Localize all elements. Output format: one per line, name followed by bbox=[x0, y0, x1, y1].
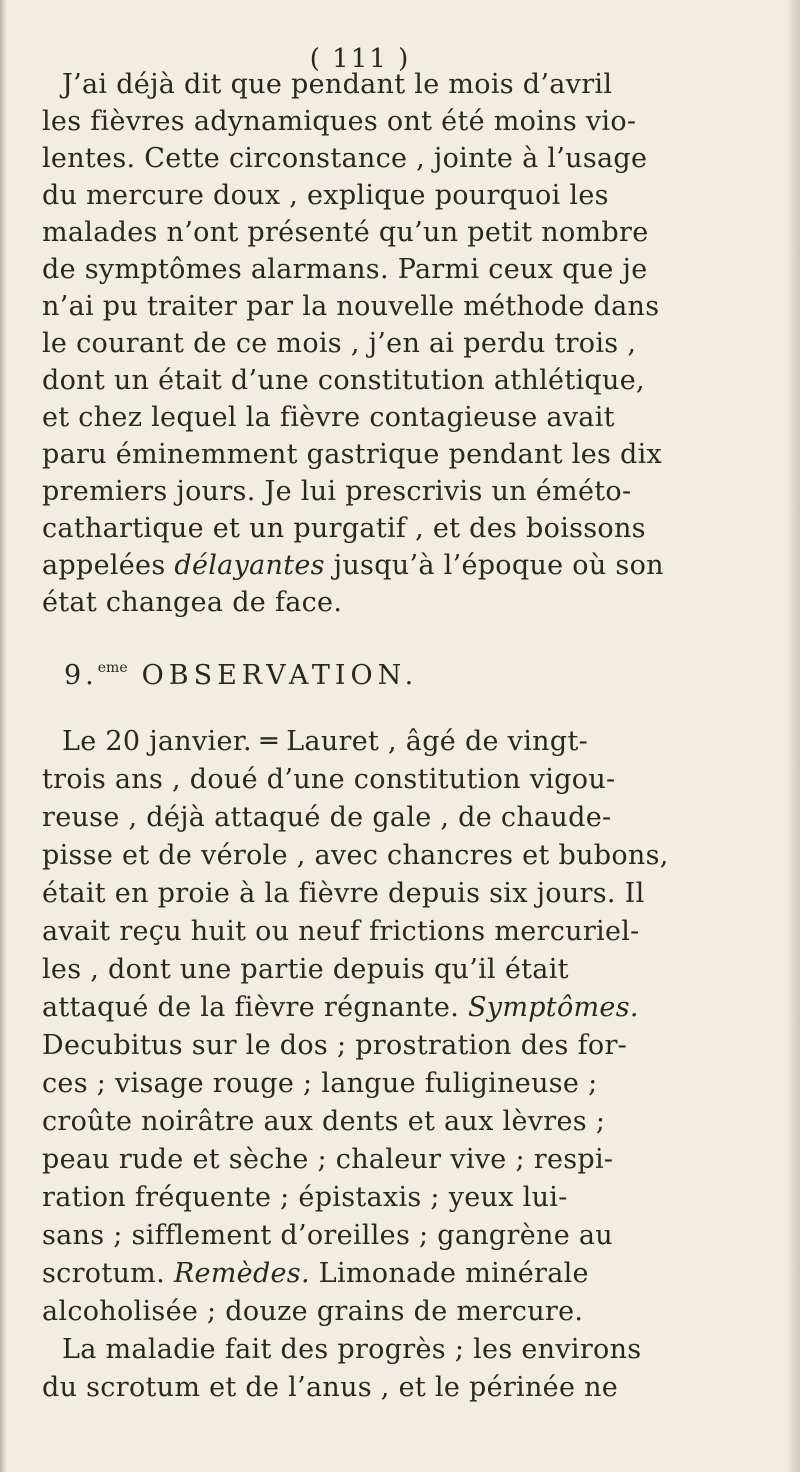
text-line: du mercure doux , explique pourquoi les bbox=[42, 180, 609, 211]
text-line: état changea de face. bbox=[42, 587, 343, 618]
text-line: ces ; visage rouge ; langue fuligineuse ; bbox=[42, 1068, 598, 1099]
text-line: et chez lequel la fièvre contagieuse avait bbox=[42, 402, 615, 433]
text-span: scrotum. bbox=[42, 1258, 174, 1289]
text-line bbox=[42, 1260, 589, 1287]
text-line: les , dont une partie depuis qu’il était bbox=[42, 954, 569, 985]
text-line bbox=[42, 994, 639, 1021]
italic-term: Remèdes. bbox=[173, 1258, 310, 1289]
text-span: attaqué de la fièvre régnante. bbox=[42, 992, 468, 1023]
text-line: Le 20 janvier. ═ Lauret , âgé de vingt- bbox=[62, 726, 589, 757]
text-line: avait reçu huit ou neuf frictions mercuriel- bbox=[42, 916, 640, 947]
italic-term: Symptômes. bbox=[467, 992, 639, 1023]
text-line: trois ans , doué d’une constitution vigou- bbox=[42, 764, 616, 795]
text-line: de symptômes alarmans. Parmi ceux que je bbox=[42, 254, 648, 285]
text-line: le courant de ce mois , j’en ai perdu trois , bbox=[42, 328, 637, 359]
observation-title: OBSERVATION. bbox=[141, 660, 419, 691]
text-line: cathartique et un purgatif , et des boissons bbox=[42, 513, 646, 544]
text-span: appelées bbox=[42, 550, 175, 581]
text-span: Limonade minérale bbox=[309, 1258, 589, 1289]
text-line: croûte noirâtre aux dents et aux lèvres ; bbox=[42, 1106, 606, 1137]
text-line bbox=[42, 552, 664, 579]
text-line: J’ai déjà dit que pendant le mois d’avril bbox=[62, 69, 613, 100]
italic-term: délayantes bbox=[174, 550, 325, 581]
text-line: peau rude et sèche ; chaleur vive ; respi- bbox=[42, 1144, 614, 1175]
text-line: sans ; sifflement d’oreilles ; gangrène au bbox=[42, 1220, 613, 1251]
text-line: premiers jours. Je lui prescrivis un éméto- bbox=[42, 476, 632, 507]
observation-number: 9. bbox=[64, 660, 98, 691]
observation-ordinal-suffix: eme bbox=[97, 660, 128, 676]
text-line: ration fréquente ; épistaxis ; yeux lui- bbox=[42, 1182, 568, 1213]
text-line: lentes. Cette circonstance , jointe à l’usage bbox=[42, 143, 648, 174]
text-line: malades n’ont présenté qu’un petit nombre bbox=[42, 217, 649, 248]
observation-heading bbox=[64, 660, 418, 691]
text-line: dont un était d’une constitution athlétique, bbox=[42, 365, 645, 396]
text-line: reuse , déjà attaqué de gale , de chaude- bbox=[42, 802, 612, 833]
page-number: ( 111 ) bbox=[309, 44, 411, 74]
text-line: du scrotum et de l’anus , et le périnée ne bbox=[42, 1372, 619, 1403]
text-line: n’ai pu traiter par la nouvelle méthode dans bbox=[42, 291, 660, 322]
text-line: Decubitus sur le dos ; prostration des for- bbox=[42, 1030, 628, 1061]
text-line: paru éminemment gastrique pendant les dix bbox=[42, 439, 663, 470]
text-line: La maladie fait des progrès ; les environs bbox=[62, 1334, 642, 1365]
text-line: était en proie à la fièvre depuis six jours. Il bbox=[42, 878, 645, 909]
text-span: jusqu’à l’époque où son bbox=[324, 550, 664, 581]
text-line: pisse et de vérole , avec chancres et bubons, bbox=[42, 840, 669, 871]
text-line: alcoholisée ; douze grains de mercure. bbox=[42, 1296, 584, 1327]
text-line: les fièvres adynamiques ont été moins vio- bbox=[42, 106, 637, 137]
